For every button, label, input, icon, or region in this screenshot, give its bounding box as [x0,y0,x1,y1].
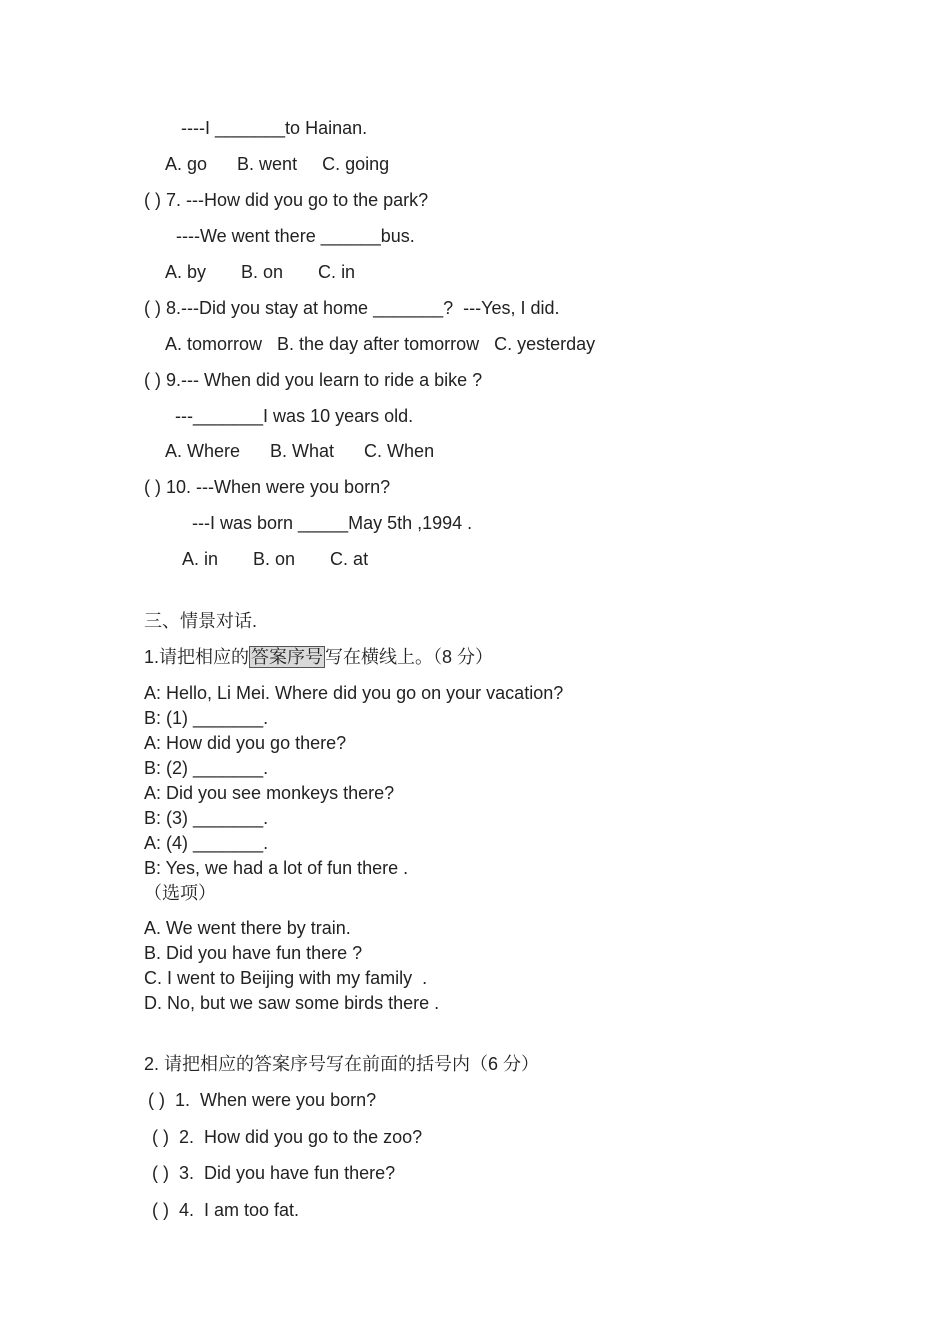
dialogue-line: B: (3) _______. [144,808,269,828]
dialogue-line: A: (4) _______. [144,833,269,853]
part1-highlight: 答案序号 [251,647,324,667]
q8-question: ( ) 8.---Did you stay at home _______? ---Yes, I did. [144,298,560,318]
section3-part2-title: 2. 请把相应的答案序号写在前面的括号内（6 分） [144,1054,540,1074]
q10-question: ( ) 10. ---When were you born? [144,477,391,497]
part2-question: ( ) 3. Did you have fun there? [152,1163,396,1183]
section3-part1-title [144,646,493,668]
options-label: （选项） [144,883,216,903]
dialogue-line: A: How did you go there? [144,733,347,753]
section3-title: 三、情景对话. [144,611,258,631]
option-item: C. I went to Beijing with my family . [144,968,428,988]
option-item: A. We went there by train. [144,918,351,938]
dialogue-line: A: Did you see monkeys there? [144,783,395,803]
q7-options: A. by B. on C. in [165,262,356,282]
q7-question: ( ) 7. ---How did you go to the park? [144,190,429,210]
q9-question: ( ) 9.--- When did you learn to ride a bike ? [144,370,483,390]
part2-question: ( ) 4. I am too fat. [152,1200,300,1220]
part1-prefix: 1.请把相应的 [144,647,250,667]
option-item: B. Did you have fun there ? [144,943,363,963]
option-item: D. No, but we saw some birds there . [144,993,440,1013]
dialogue-line: A: Hello, Li Mei. Where did you go on your vacation? [144,683,564,703]
q9-answer-line: ---_______I was 10 years old. [175,406,414,426]
part2-question: ( ) 2. How did you go to the zoo? [152,1127,423,1147]
part1-suffix: 写在横线上。（8 分） [325,647,494,667]
q6-options: A. go B. went C. going [165,154,390,174]
dialogue-line: B: Yes, we had a lot of fun there . [144,858,409,878]
q10-answer-line: ---I was born _____May 5th ,1994 . [192,513,473,533]
q9-options: A. Where B. What C. When [165,441,435,461]
dialogue-line: B: (2) _______. [144,758,269,778]
dialogue-line: B: (1) _______. [144,708,269,728]
q6-answer-line: ----I _______to Hainan. [181,118,368,138]
q8-options: A. tomorrow B. the day after tomorrow C. yesterday [165,334,596,354]
q7-answer-line: ----We went there ______bus. [176,226,415,246]
q10-options: A. in B. on C. at [182,549,369,569]
part2-question: ( ) 1. When were you born? [148,1090,377,1110]
